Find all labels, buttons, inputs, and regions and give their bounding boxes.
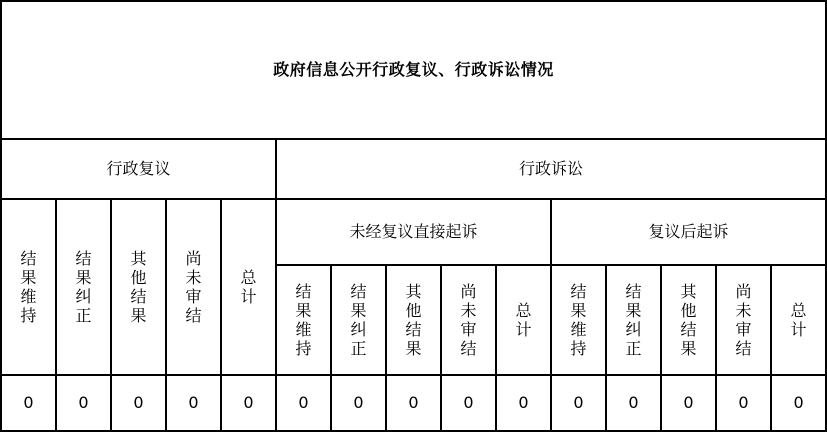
after-value-other: 0 (661, 375, 716, 431)
review-col-total: 总计 (221, 199, 276, 375)
suit-after-review-header: 复议后起诉 (551, 199, 826, 265)
review-col-maintained: 结果维持 (1, 199, 56, 375)
direct-col-total: 总计 (496, 265, 551, 375)
after-col-maintained: 结果维持 (551, 265, 606, 375)
after-value-corrected: 0 (606, 375, 661, 431)
review-col-pending: 尚未审结 (166, 199, 221, 375)
review-col-corrected: 结果纠正 (56, 199, 111, 375)
direct-col-pending: 尚未审结 (441, 265, 496, 375)
after-value-total: 0 (771, 375, 826, 431)
direct-suit-header: 未经复议直接起诉 (276, 199, 551, 265)
table-title: 政府信息公开行政复议、行政诉讼情况 (1, 1, 826, 139)
after-col-other: 其他结果 (661, 265, 716, 375)
direct-value-other: 0 (386, 375, 441, 431)
direct-col-maintained: 结果维持 (276, 265, 331, 375)
admin-litigation-header: 行政诉讼 (276, 139, 826, 199)
direct-value-pending: 0 (441, 375, 496, 431)
direct-value-corrected: 0 (331, 375, 386, 431)
after-col-corrected: 结果纠正 (606, 265, 661, 375)
after-col-pending: 尚未审结 (716, 265, 771, 375)
admin-review-header: 行政复议 (1, 139, 276, 199)
after-value-pending: 0 (716, 375, 771, 431)
direct-value-maintained: 0 (276, 375, 331, 431)
direct-value-total: 0 (496, 375, 551, 431)
review-col-other: 其他结果 (111, 199, 166, 375)
review-value-total: 0 (221, 375, 276, 431)
review-value-corrected: 0 (56, 375, 111, 431)
direct-col-other: 其他结果 (386, 265, 441, 375)
review-value-other: 0 (111, 375, 166, 431)
direct-col-corrected: 结果纠正 (331, 265, 386, 375)
review-value-pending: 0 (166, 375, 221, 431)
review-value-maintained: 0 (1, 375, 56, 431)
after-value-maintained: 0 (551, 375, 606, 431)
after-col-total: 总计 (771, 265, 826, 375)
